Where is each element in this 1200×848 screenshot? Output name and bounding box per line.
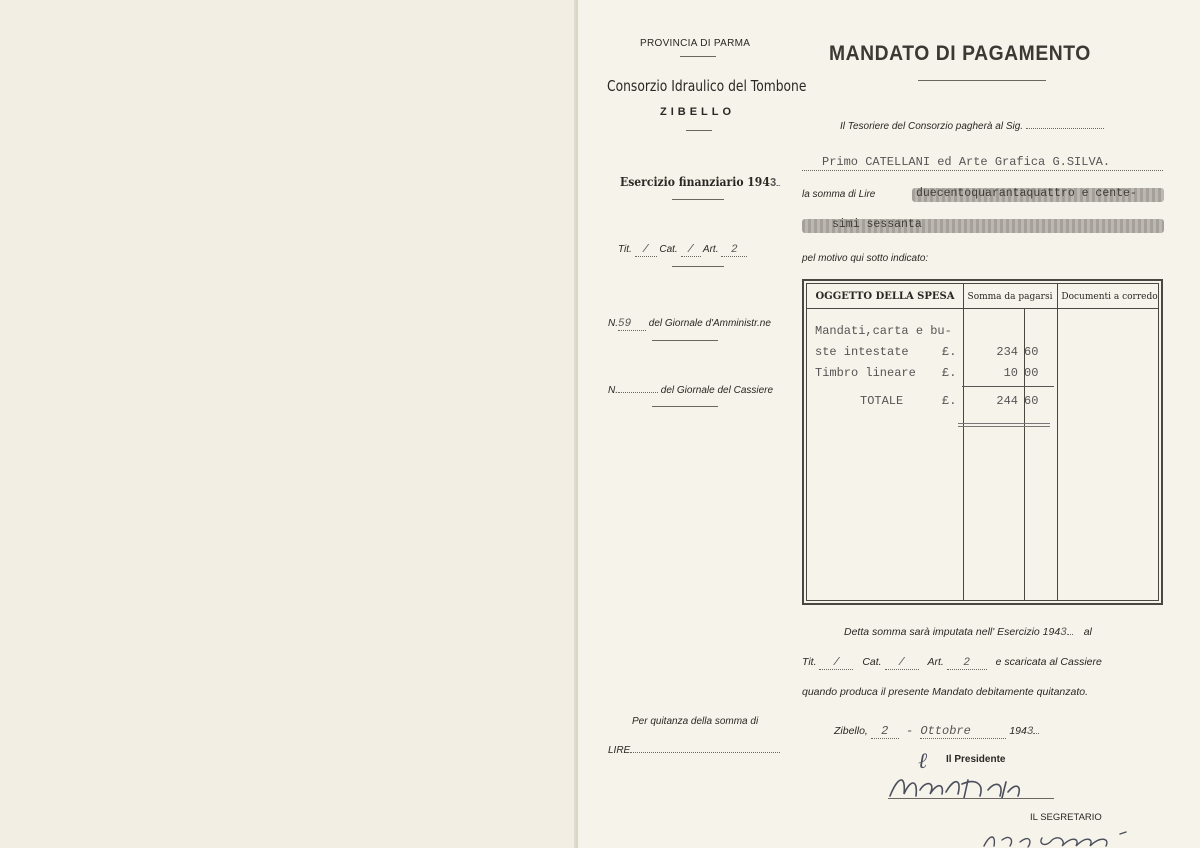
subtotal-rule: [962, 386, 1054, 387]
sum-in-words-2: simi sessanta: [832, 218, 922, 231]
table-row-amount-dec: 00: [1024, 366, 1039, 380]
fiscal-year-digit: 3: [769, 176, 777, 190]
table-row-desc: Mandati,carta e bu-: [815, 324, 952, 338]
document-title: MANDATO DI PAGAMENTO: [829, 42, 1091, 65]
divider: [652, 406, 718, 407]
header-object: OGGETTO DELLA SPESA: [815, 291, 955, 302]
province-label: PROVINCIA DI PARMA: [640, 38, 751, 49]
table-row-amount-int: 10: [1003, 366, 1018, 380]
total-amount-int: 244: [996, 394, 1018, 408]
sum-label: la somma di Lire: [802, 189, 876, 200]
tit-cat-art-right: Tit. / Cat. / Art. 2 e scaricata al Cassiere: [802, 656, 1102, 669]
divider: [672, 199, 724, 200]
journal-admin-line: N.59 del Giornale d'Amministr.ne: [608, 318, 771, 330]
header-documents: Documenti a corredo: [1061, 292, 1158, 302]
secretary-label: IL SEGRETARIO: [1030, 812, 1102, 823]
receipt-label: Per quitanza della somma di: [632, 716, 759, 727]
tit-cat-art-left: Tit. / Cat. / Art. 2: [618, 244, 747, 257]
divider: [652, 340, 718, 341]
treasurer-line: Il Tesoriere del Consorzio pagherà al Sig.: [840, 121, 1104, 132]
president-label: Il Presidente: [946, 754, 1006, 765]
date-line: Zibello, 2 - Ottobre 1943: [834, 724, 1039, 739]
divider: [680, 56, 716, 57]
total-label: TOTALE: [860, 394, 904, 408]
reason-line: pel motivo qui sotto indicato:: [802, 253, 929, 264]
total-double-rule: [958, 423, 1050, 424]
president-initial-mark: ℓ: [918, 749, 928, 774]
secretary-signature: [980, 830, 1160, 848]
total-double-rule: [958, 426, 1050, 427]
total-amount-dec: 60: [1024, 394, 1039, 408]
signature-line: [888, 798, 1054, 799]
sum-in-words-1: duecentoquarantaquattro e cente-: [916, 187, 1137, 200]
president-signature: [884, 770, 1054, 806]
title-underline: [918, 80, 1046, 81]
town-name: ZIBELLO: [660, 106, 736, 118]
header-amount: Somma da pagarsi: [967, 292, 1053, 302]
table-row-currency: £.: [942, 345, 957, 359]
fiscal-year-label: Esercizio finanziario 1943: [620, 175, 780, 190]
divider: [686, 130, 712, 131]
table-row-amount-dec: 60: [1024, 345, 1039, 359]
journal-cashier-line: N. del Giornale del Cassiere: [608, 385, 774, 396]
payee-name: Primo CATELLANI ed Arte Grafica G.SILVA.: [822, 155, 1111, 169]
produce-line: quando produca il presente Mandato debitamente quitanzato.: [802, 686, 1089, 698]
divider: [672, 266, 724, 267]
table-row-amount-int: 234: [996, 345, 1018, 359]
lire-line: LIRE: [608, 745, 780, 756]
consortium-name: Consorzio Idraulico del Tombone: [607, 77, 807, 95]
imputation-line: Detta somma sarà imputata nell' Esercizio 1943 al: [844, 626, 1092, 639]
table-row-currency: £.: [942, 366, 957, 380]
payee-line: [802, 152, 1163, 171]
left-blank-page: [0, 0, 578, 848]
table-row-desc: ste intestate: [815, 345, 909, 359]
total-currency: £.: [942, 394, 957, 408]
table-row-desc: Timbro lineare: [815, 366, 916, 380]
